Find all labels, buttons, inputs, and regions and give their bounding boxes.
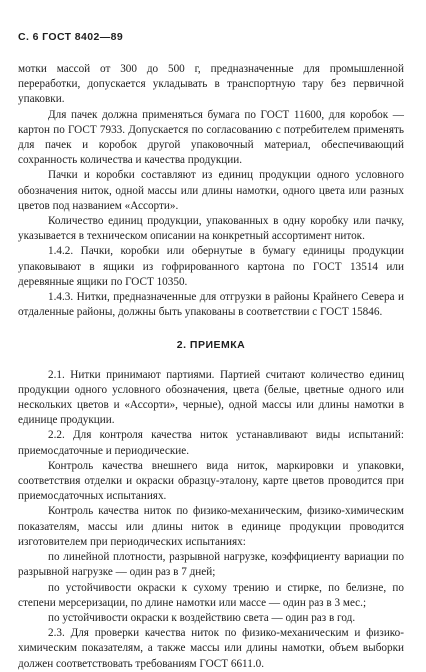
section-title-acceptance: 2. ПРИЕМКА (176, 339, 246, 352)
paragraph-1-4-3: 1.4.3. Нитки, предназначенные для отгрузки в районы Крайнего Севера и отдаленные районы, должны быть упакованы в соответствии с ГОСТ 15846. (18, 291, 404, 319)
paragraph-1-4-2: 1.4.2. Пачки, коробки или обернутые в бумагу единицы продукции упаковывают в ящики из гофрированного картона по ГОСТ 13514 или деревянные ящики по ГОСТ 10350. (18, 245, 404, 288)
page-header: С. 6 ГОСТ 8402—89 (18, 31, 124, 43)
paragraph-linear-density: по линейной плотности, разрывной нагрузке, коэффициенту вариации по разрывной нагрузке — один раз в 7 дней; (18, 551, 404, 579)
paragraph-periodic-control: Контроль качества ниток по физико-механическим, физико-химическим показателям, массы или длины ниток в единице продукции проводится изготовителем при периодических испытаниях: (18, 505, 404, 548)
paragraph-quantity: Количество единиц продукции, упакованных в одну коробку или пачку, указывается в техническом описании на конкретный ассортимент ниток. (18, 215, 404, 243)
paragraph-2-2: 2.2. Для контроля качества ниток устанавливают виды испытаний: приемосдаточные и периодические. (18, 429, 404, 457)
paragraph-2-1: 2.1. Нитки принимают партиями. Партией считают количество единиц продукции одного условного обозначения, цвета (белые, цветные одного или нескольких цветов и «Ассорти», черные), одной массы или длины намотки в единице продукции. (18, 368, 404, 427)
paragraph-color-fastness: по устойчивости окраски к сухому трению и стирке, по белизне, по степени мерсеризации, по длине намотки или массе — один раз в 3 мес.; (18, 581, 404, 609)
paragraph-light-fastness: по устойчивости окраски к воздействию света — один раз в год. (48, 611, 356, 624)
paragraph-visual-control: Контроль качества внешнего вида ниток, маркировки и упаковки, соответствия отделки и окраски образцу-эталону, карте цветов проводится при приемосдаточных испытаниях. (18, 459, 404, 503)
paragraph-2-3: 2.3. Для проверки качества ниток по физико-механическим и физико-химическим показателям, а также массы или длины намотки, объем выборки должен соответствовать требованиям ГОСТ 6611.0. (18, 627, 404, 670)
paragraph-packs-boxes: Пачки и коробки составляют из единиц продукции одного условного обозначения ниток, одной массы или длины намотки, одного цвета или разных цветов под названием «Ассорти». (18, 169, 404, 212)
paragraph-continuation: мотки массой от 300 до 500 г, предназначенные для промышленной переработки, допускается укладывать в транспортную тару без первичной упаковки. (18, 63, 404, 106)
document-body (18, 62, 404, 672)
paragraph-paper-cardboard: Для пачек должна применяться бумага по ГОСТ 11600, для коробок — картон по ГОСТ 7933. Допускается по согласованию с потребителем применять для пачек и коробок другой упаковочный материал, обеспечивающий сохранность количества и качества продукции. (18, 108, 404, 167)
